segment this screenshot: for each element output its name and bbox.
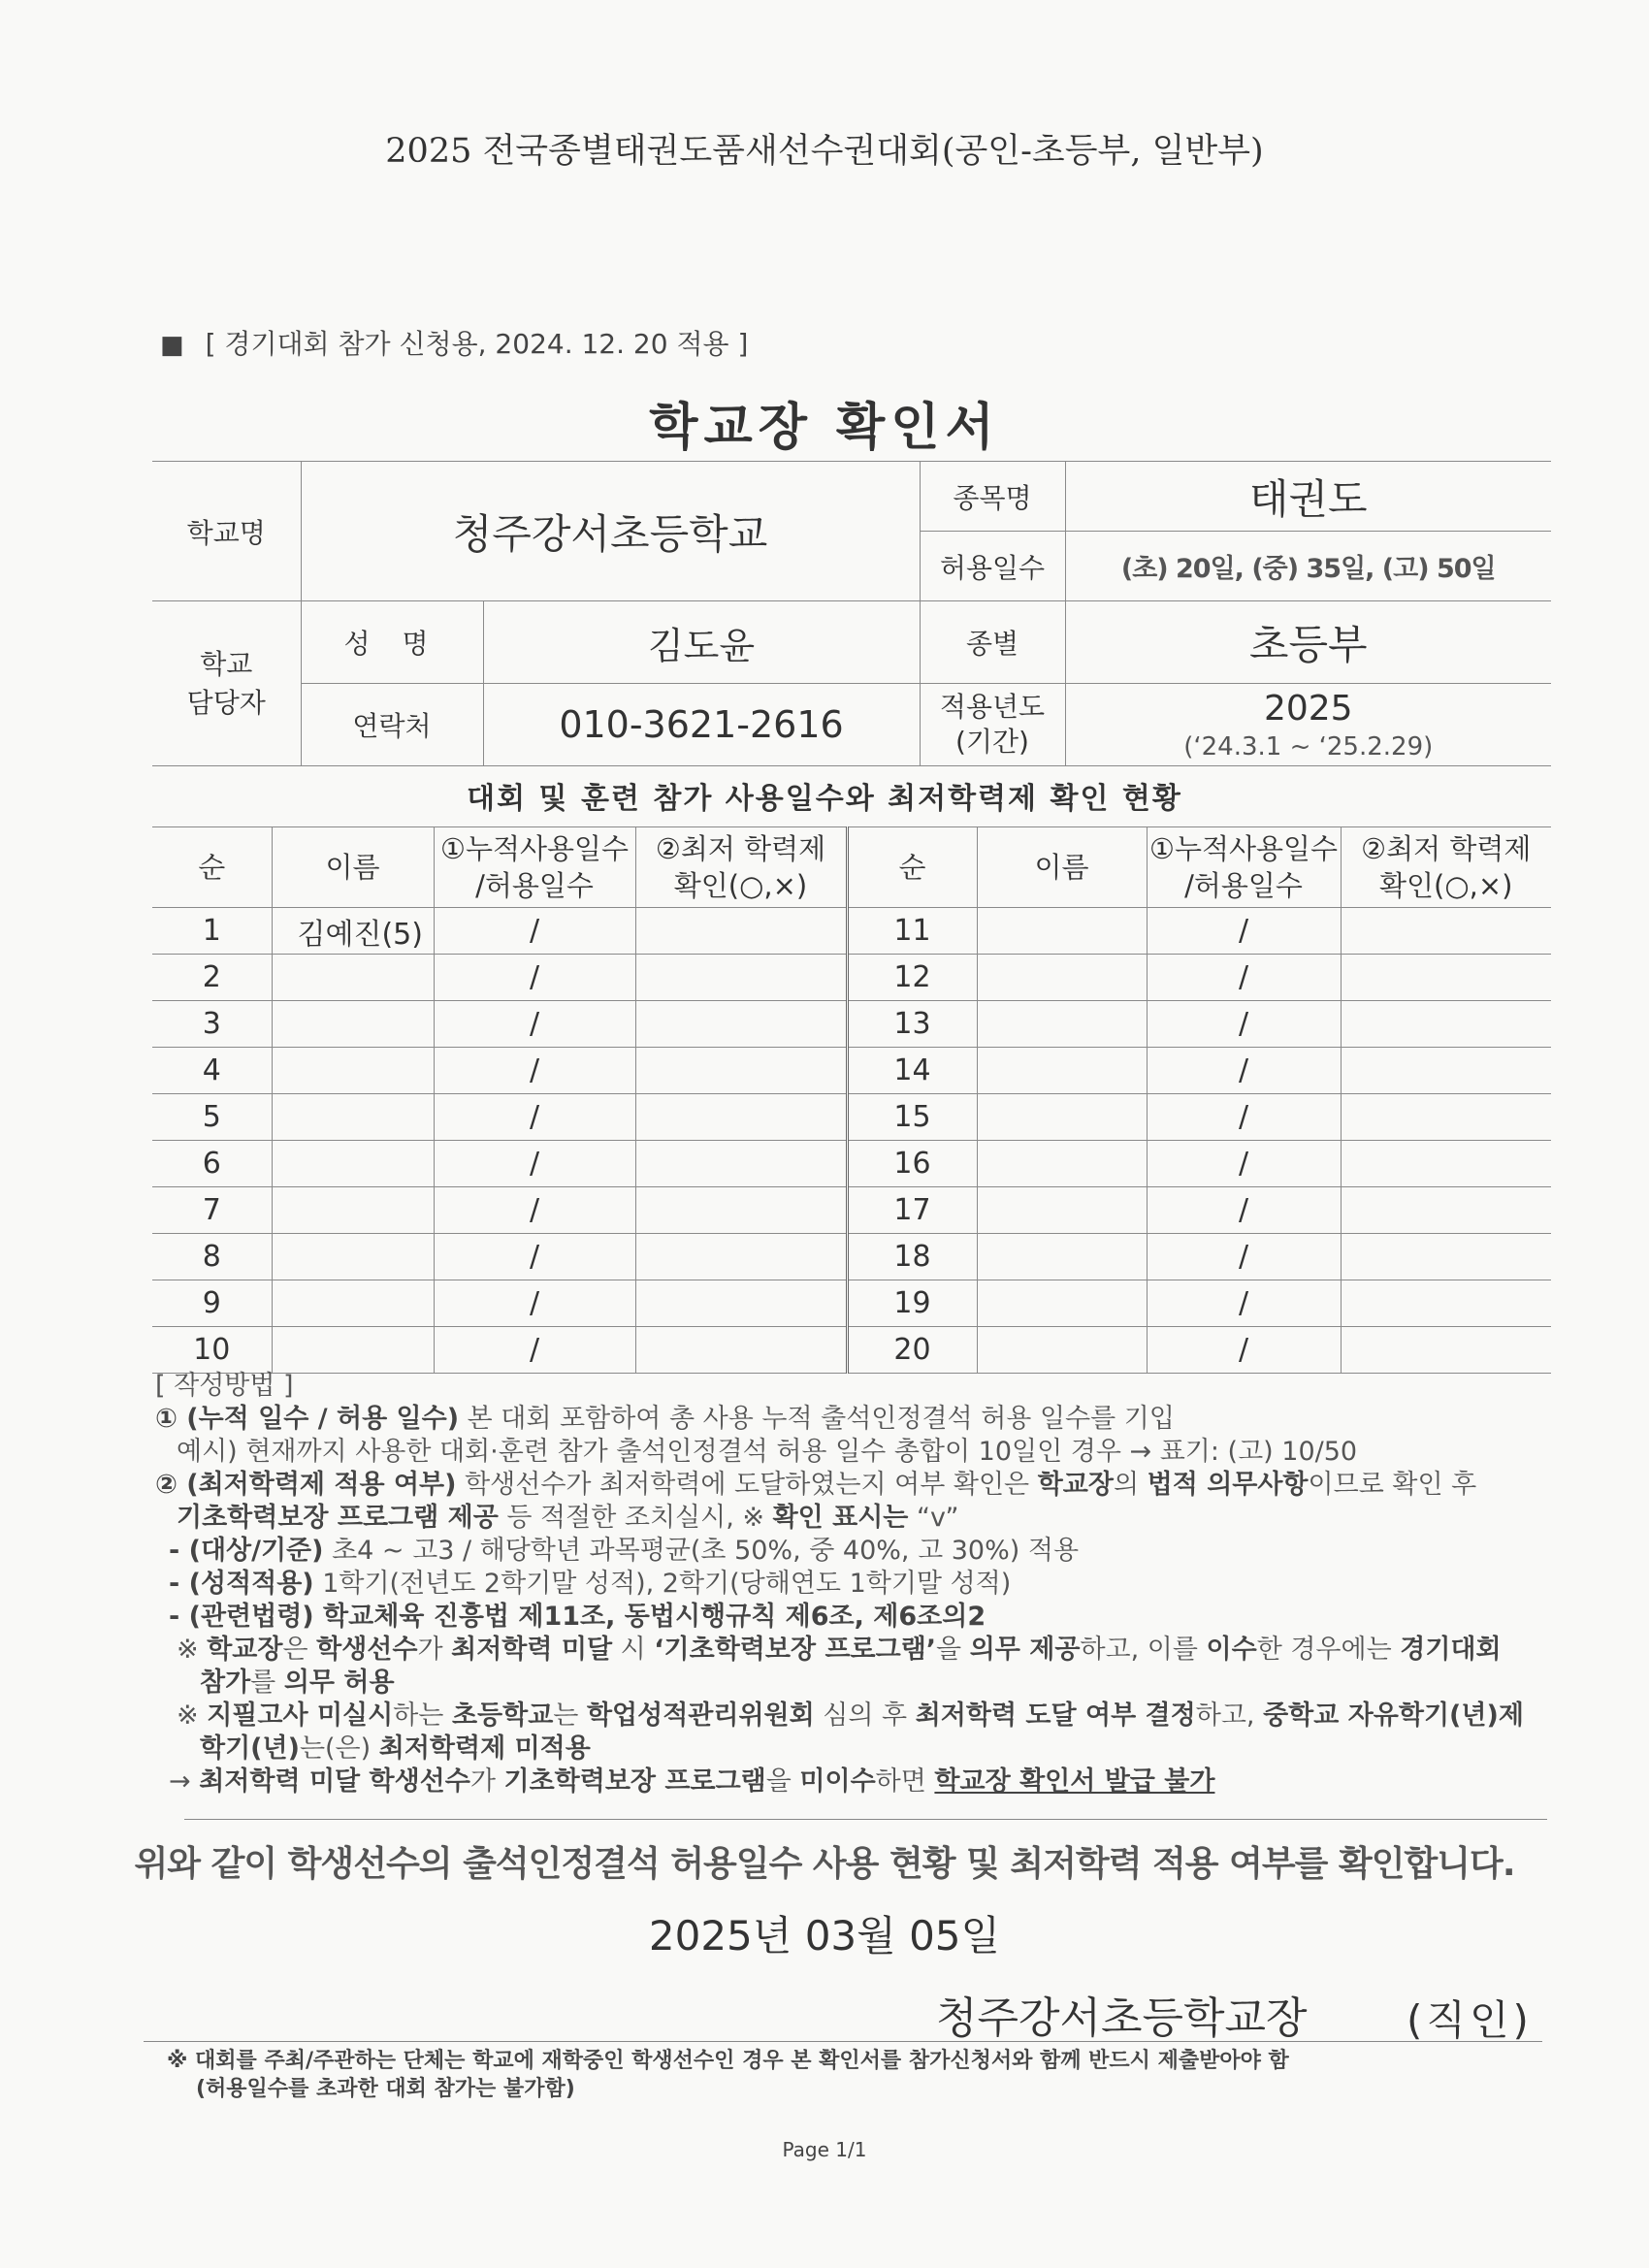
division-value: 초등부 (1065, 601, 1551, 684)
row-check (1341, 1187, 1551, 1234)
header-name: 이름 (272, 827, 434, 908)
row-check (635, 1141, 847, 1187)
row-number: 4 (152, 1048, 272, 1094)
allowed-days-value: (초) 20일, (중) 35일, (고) 50일 (1065, 532, 1551, 601)
row-check (635, 1048, 847, 1094)
notice-bullet: ■ (160, 331, 184, 360)
issue-date: 2025년 03월 05일 (648, 1912, 1001, 1960)
manager-label: 학교 담당자 (152, 601, 301, 766)
table-row (152, 1327, 1551, 1374)
principal-name: 청주강서초등학교장 (936, 1993, 1308, 2043)
notice-text: [ 경기대회 참가 신청용, 2024. 12. 20 적용 ] (205, 328, 749, 360)
row-number: 14 (847, 1048, 977, 1094)
roster-table (152, 826, 1551, 1374)
info-table (152, 461, 1551, 766)
row-number: 3 (152, 1001, 272, 1048)
row-number: 18 (847, 1234, 977, 1280)
row-name (272, 1001, 434, 1048)
row-name (977, 1141, 1147, 1187)
school-name-label: 학교명 (152, 462, 301, 601)
row-name: 김예진(5) (272, 908, 434, 955)
contact-value: 010-3621-2616 (483, 684, 920, 766)
roster-heading: 대회 및 훈련 참가 사용일수와 최저학력제 확인 현황 (467, 782, 1182, 816)
row-check (635, 1001, 847, 1048)
notice-line (160, 323, 748, 362)
row-days: / (1147, 1327, 1341, 1374)
row-name (977, 1234, 1147, 1280)
row-check (635, 955, 847, 1001)
row-days: / (434, 1048, 635, 1094)
official-seal: (직인) (1406, 1996, 1533, 2044)
instructions (155, 1370, 1552, 1798)
contact-label: 연락처 (301, 684, 483, 766)
header-days: ①누적사용일수 /허용일수 (434, 827, 635, 908)
row-check (1341, 908, 1551, 955)
header-days-right: ①누적사용일수 /허용일수 (1147, 827, 1341, 908)
instr-line-2: 예시) 현재까지 사용한 대회·훈련 참가 출석인정결석 허용 일수 총합이 10일인 경우 → 표기: (고) 10/50 (177, 1437, 1358, 1467)
row-name (272, 1187, 434, 1234)
row-days: / (434, 1094, 635, 1141)
name-value: 김도윤 (483, 601, 920, 684)
row-name (272, 955, 434, 1001)
row-check (1341, 1001, 1551, 1048)
row-name (977, 1187, 1147, 1234)
instr-line-3: ② (최저학력제 적용 여부) 학생선수가 최저학력에 도달하였는지 여부 확인은 학교장의 법적 의무사항이므로 확인 후 (155, 1470, 1477, 1500)
confirmation-statement: 위와 같이 학생선수의 출석인정결석 허용일수 사용 현황 및 최저학력 적용 여부를 확인합니다. (134, 1844, 1515, 1884)
instr-line-11: 학기(년)는(은) 최저학력제 미적용 (200, 1733, 591, 1764)
table-row (152, 1187, 1551, 1234)
row-name (977, 1001, 1147, 1048)
row-days: / (434, 1187, 635, 1234)
row-days: / (1147, 1094, 1341, 1141)
row-name (272, 1327, 434, 1374)
row-days: / (434, 1001, 635, 1048)
certificate-title: 학교장 확인서 (649, 399, 1000, 457)
row-number: 16 (847, 1141, 977, 1187)
row-check (635, 1187, 847, 1234)
table-row (152, 1048, 1551, 1094)
row-days: / (1147, 908, 1341, 955)
allowed-days-label: 허용일수 (920, 532, 1065, 601)
row-name (977, 1094, 1147, 1141)
row-name (272, 1280, 434, 1327)
row-number: 17 (847, 1187, 977, 1234)
row-check (635, 1327, 847, 1374)
table-row (152, 1280, 1551, 1327)
row-name (977, 1280, 1147, 1327)
instr-line-4: 기초학력보장 프로그램 제공 등 적절한 조치실시, ※ 확인 표시는 “v” (177, 1503, 959, 1533)
instr-line-8: ※ 학교장은 학생선수가 최저학력 미달 시 ‘기초학력보장 프로그램’을 의무 제공하고, 이를 이수한 경우에는 경기대회 (177, 1635, 1502, 1665)
row-check (635, 1234, 847, 1280)
row-days: / (434, 1280, 635, 1327)
year-value: 2025 (1263, 688, 1353, 729)
division-label: 종별 (920, 601, 1065, 684)
row-days: / (1147, 1280, 1341, 1327)
instr-line-6: - (성적적용) 1학기(전년도 2학기말 성적), 2학기(당해연도 1학기말 성적) (169, 1569, 1012, 1599)
row-check (1341, 1094, 1551, 1141)
row-number: 2 (152, 955, 272, 1001)
row-name (977, 1048, 1147, 1094)
row-number: 11 (847, 908, 977, 955)
row-days: / (1147, 1048, 1341, 1094)
name-label: 성 명 (301, 601, 483, 684)
instr-line-7: - (관련법령) 학교체육 진흥법 제11조, 동법시행규칙 제6조, 제6조의2 (169, 1602, 986, 1632)
row-days: / (434, 1234, 635, 1280)
row-days: / (434, 955, 635, 1001)
row-number: 19 (847, 1280, 977, 1327)
row-days: / (1147, 1187, 1341, 1234)
row-check (1341, 1327, 1551, 1374)
row-number: 15 (847, 1094, 977, 1141)
table-row (152, 955, 1551, 1001)
header-no-right: 순 (847, 827, 977, 908)
row-number: 10 (152, 1327, 272, 1374)
event-label: 종목명 (920, 462, 1065, 532)
row-number: 1 (152, 908, 272, 955)
row-number: 12 (847, 955, 977, 1001)
event-value: 태권도 (1065, 462, 1551, 532)
row-days: / (1147, 1234, 1341, 1280)
row-check (1341, 1280, 1551, 1327)
instructions-title: [ 작성방법 ] (155, 1371, 294, 1401)
page-number: Page 1/1 (782, 2138, 867, 2161)
row-check (635, 908, 847, 955)
row-number: 7 (152, 1187, 272, 1234)
year-period: (‘24.3.1 ~ ‘25.2.29) (1183, 731, 1434, 761)
table-row (152, 908, 1551, 955)
row-number: 6 (152, 1141, 272, 1187)
footnote-divider (144, 2041, 1542, 2042)
table-row (152, 1234, 1551, 1280)
school-name-value: 청주강서초등학교 (301, 462, 920, 601)
row-days: / (1147, 1141, 1341, 1187)
row-name (272, 1141, 434, 1187)
instr-line-12: → 최저학력 미달 학생선수가 기초학력보장 프로그램을 미이수하면 학교장 확인서 발급 불가 (169, 1766, 1215, 1797)
row-check (635, 1280, 847, 1327)
footnote (167, 2047, 1544, 2103)
row-number: 13 (847, 1001, 977, 1048)
header-check: ②최저 학력제 확인(○,×) (635, 827, 847, 908)
instr-line-9: 참가를 의무 허용 (200, 1668, 395, 1698)
header-name-right: 이름 (977, 827, 1147, 908)
row-check (1341, 955, 1551, 1001)
header-no: 순 (152, 827, 272, 908)
row-days: / (1147, 1001, 1341, 1048)
table-row (152, 1094, 1551, 1141)
row-number: 20 (847, 1327, 977, 1374)
table-row (152, 1141, 1551, 1187)
row-number: 9 (152, 1280, 272, 1327)
instr-line-5: - (대상/기준) 초4 ~ 고3 / 해당학년 과목평균(초 50%, 중 40%, 고 30%) 적용 (169, 1536, 1080, 1566)
instr-line-10: ※ 지필고사 미실시하는 초등학교는 학업성적관리위원회 심의 후 최저학력 도달 여부 결정하고, 중학교 자유학기(년)제 (177, 1701, 1524, 1731)
row-number: 8 (152, 1234, 272, 1280)
row-name (272, 1094, 434, 1141)
row-check (1341, 1048, 1551, 1094)
row-days: / (434, 1327, 635, 1374)
document-title: 2025 전국종별태권도품새선수권대회(공인-초등부, 일반부) (385, 132, 1264, 171)
row-number: 5 (152, 1094, 272, 1141)
header-check-right: ②최저 학력제 확인(○,×) (1341, 827, 1551, 908)
table-row (152, 1001, 1551, 1048)
footnote-line-1: ※ 대회를 주최/주관하는 단체는 학교에 재학중인 학생선수인 경우 본 확인서를 참가신청서와 함께 반드시 제출받아야 함 (167, 2049, 1289, 2073)
row-days: / (434, 1141, 635, 1187)
row-name (272, 1234, 434, 1280)
row-days: / (434, 908, 635, 955)
row-days: / (1147, 955, 1341, 1001)
row-name (977, 955, 1147, 1001)
footnote-line-2: (허용일수를 초과한 대회 참가는 불가함) (196, 2077, 575, 2101)
row-name (272, 1048, 434, 1094)
row-check (635, 1094, 847, 1141)
row-check (1341, 1234, 1551, 1280)
row-check (1341, 1141, 1551, 1187)
year-cell (1065, 684, 1551, 766)
divider (184, 1819, 1547, 1820)
row-name (977, 1327, 1147, 1374)
row-name (977, 908, 1147, 955)
year-label: 적용년도 (기간) (920, 684, 1065, 766)
instr-line-1: ① (누적 일수 / 허용 일수) 본 대회 포함하여 총 사용 누적 출석인정결석 허용 일수를 기입 (155, 1404, 1175, 1434)
